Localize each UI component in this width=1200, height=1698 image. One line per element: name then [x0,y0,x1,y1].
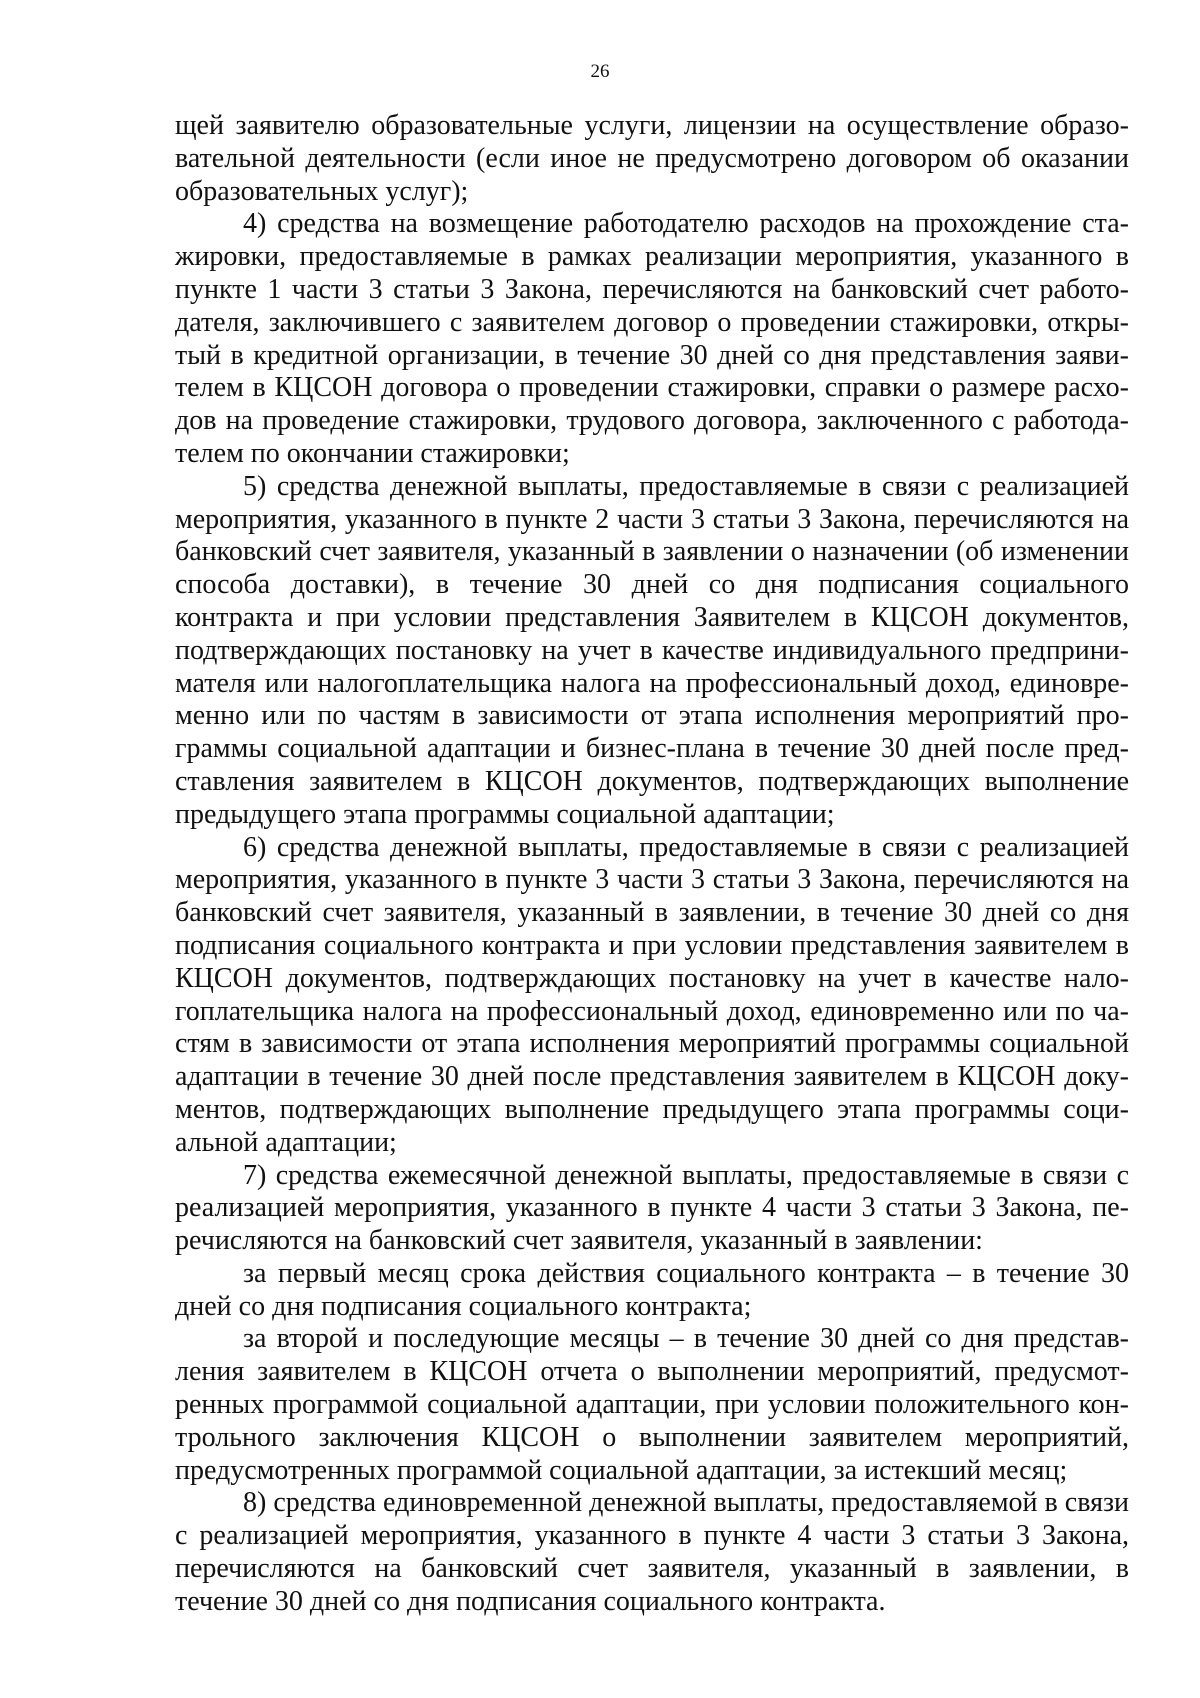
page-number: 26 [590,61,610,82]
paragraph-item-8: 8) средства единовременной денежной выплаты, предоставляемой в связи с реализацией мероприятия, указанного в пункте 4 части 3 статьи 3 Закона, перечисляются на банковский счет заявителя, указанный в заявлении, в течение 30 дней со дня подписания социального контракта. [175,1487,1129,1617]
paragraph-item-5: 5) средства денежной выплаты, предоставляемые в связи с реализацией мероприятия, указанного в пункте 2 части 3 статьи 3 Закона, перечисляются на банковский счет заявителя, указанный в заявлении о назначении (об изменении способа доставки), в течение 30 дней со дня подписания социального контракта и при условии представления Заявителем в КЦСОН документов, подтверждающих постановку на учет в качестве индивидуального предпринимателя или налогоплательщика налога на профессиональный доход, единовременно или по частям в зависимости от этапа исполнения мероприятий программы социальной адаптации и бизнес-плана в течение 30 дней после представления заявителем в КЦСОН документов, подтверждающих выполнение предыдущего этапа программы социальной адаптации; [175,470,1129,830]
paragraph-item-6: 6) средства денежной выплаты, предоставляемые в связи с реализацией мероприятия, указанного в пункте 3 части 3 статьи 3 Закона, перечисляются на банковский счет заявителя, указанный в заявлении, в течение 30 дней со дня подписания социального контракта и при условии представления заявителем в КЦСОН документов, подтверждающих постановку на учет в качестве налогоплательщика налога на профессиональный доход, единовременно или по частям в зависимости от этапа исполнения мероприятий программы социальной адаптации в течение 30 дней после представления заявителем в КЦСОН документов, подтверждающих выполнение предыдущего этапа программы социальной адаптации; [175,831,1129,1158]
paragraph-item-4: 4) средства на возмещение работодателю расходов на прохождение стажировки, предоставляемые в рамках реализации мероприятия, указанного в пункте 1 части 3 статьи 3 Закона, перечисляются на банковский счет работодателя, заключившего с заявителем договор о проведении стажировки, открытый в кредитной организации, в течение 30 дней со дня представления заявителем в КЦСОН договора о проведении стажировки, справки о размере расходов на проведение стажировки, трудового договора, заключенного с работодателем по окончании стажировки; [175,208,1129,469]
paragraph-continuation: щей заявителю образовательные услуги, лицензии на осуществление образовательной деятельности (если иное не предусмотрено договором об оказании образовательных услуг); [175,110,1129,207]
paragraph-subsequent-months: за второй и последующие месяцы – в течение 30 дней со дня представления заявителем в КЦСОН отчета о выполнении мероприятий, предусмотренных программой социальной адаптации, при условии положительного контрольного заключения КЦСОН о выполнении заявителем мероприятий, предусмотренных программой социальной адаптации, за истекший месяц; [175,1323,1129,1486]
paragraph-first-month: за первый месяц срока действия социального контракта – в течение 30 дней со дня подписания социального контракта; [175,1257,1129,1322]
paragraph-item-7: 7) средства ежемесячной денежной выплаты, предоставляемые в связи с реализацией мероприятия, указанного в пункте 4 части 3 статьи 3 Закона, перечисляются на банковский счет заявителя, указанный в заявлении: [175,1159,1129,1257]
document-body [175,110,1129,1619]
